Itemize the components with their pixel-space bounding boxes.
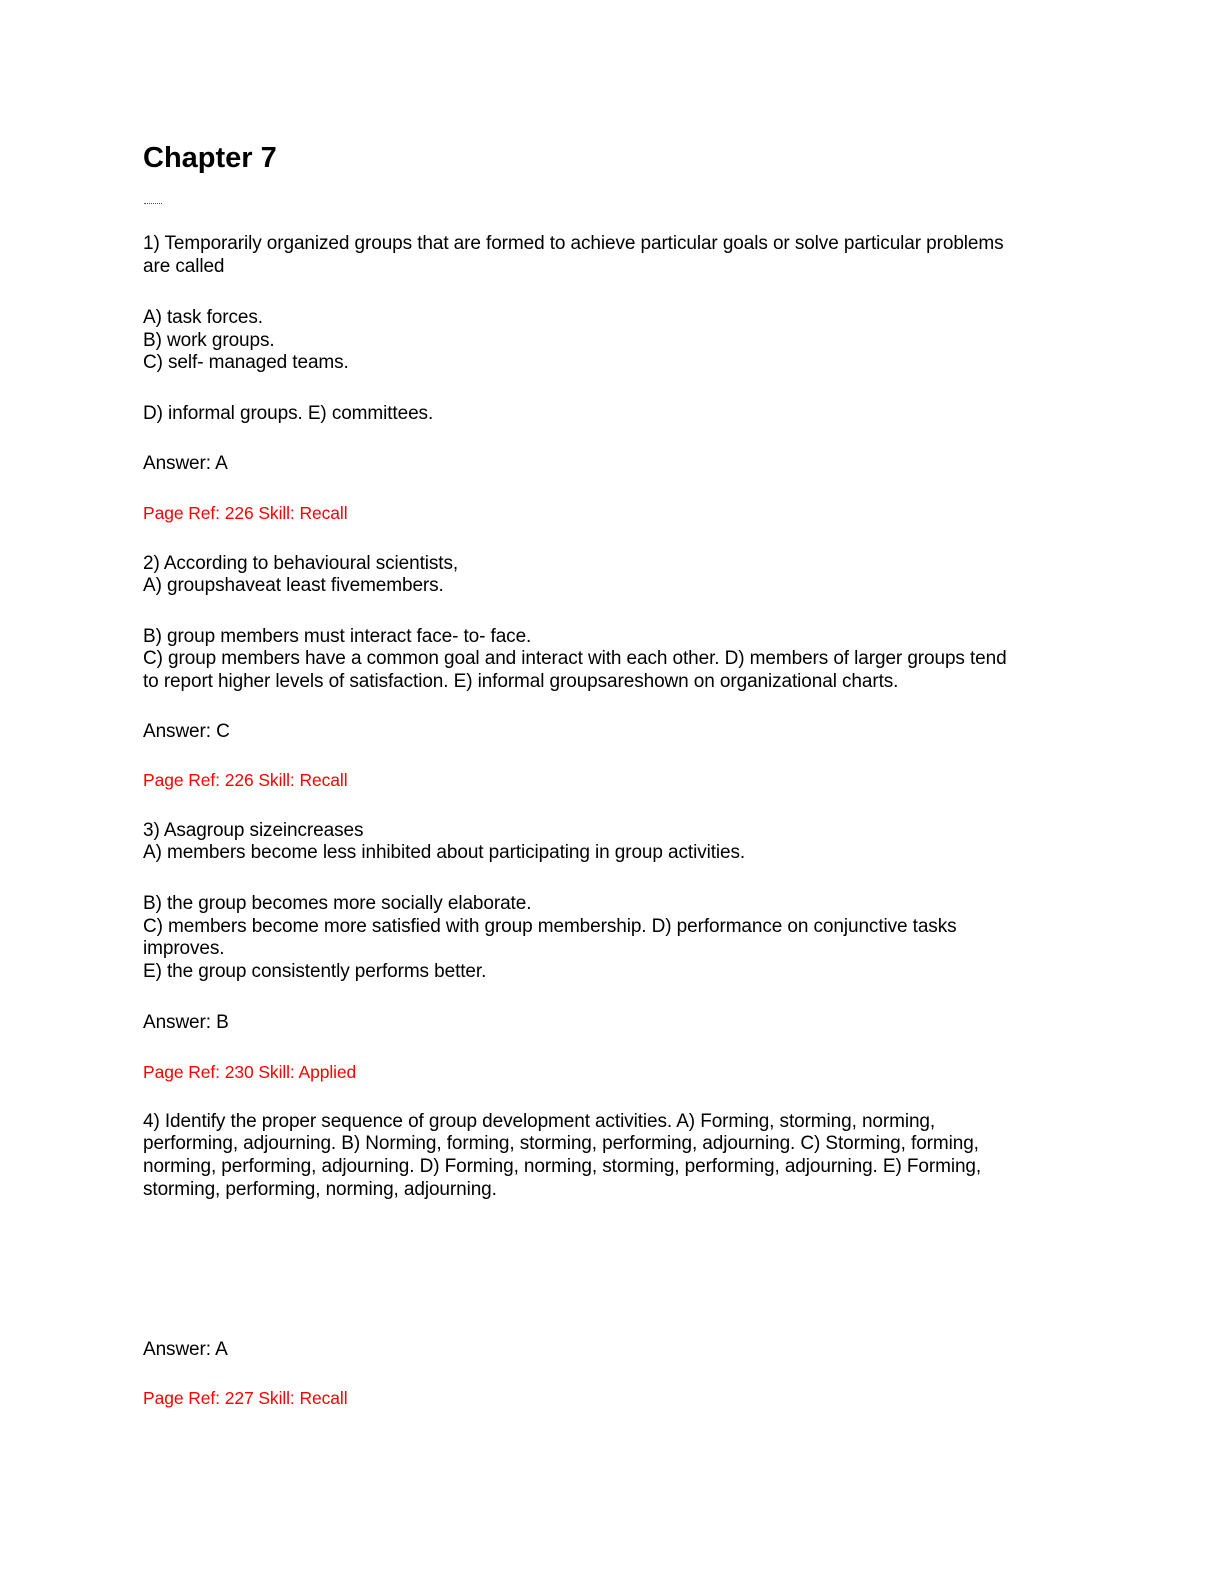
question-text: 2) According to behavioural scientists,: [143, 553, 459, 574]
answer: Answer: C: [143, 721, 230, 742]
option: C) members become more satisfied with group membership. D) performance on conjunctive tasks: [143, 916, 957, 937]
page-ref: Page Ref: 226 Skill: Recall: [143, 770, 348, 790]
option: B) work groups.: [143, 330, 275, 351]
option: C) self- managed teams.: [143, 352, 349, 373]
question-text: are called: [143, 256, 225, 277]
question-text: 3) Asagroup sizeincreases: [143, 820, 364, 841]
option: D) informal groups. E) committees.: [143, 403, 434, 424]
page-ref: Page Ref: 230 Skill: Applied: [143, 1062, 357, 1082]
question-text: 4) Identify the proper sequence of group development activities. A) Forming, storming, norming,: [143, 1111, 936, 1132]
page-ref: Page Ref: 227 Skill: Recall: [143, 1388, 348, 1408]
answer: Answer: B: [143, 1012, 229, 1033]
question-text: norming, performing, adjourning. D) Forming, norming, storming, performing, adjourning. E) Forming,: [143, 1156, 982, 1177]
option: improves.: [143, 938, 225, 959]
answer: Answer: A: [143, 1339, 228, 1360]
page-ref: Page Ref: 226 Skill: Recall: [143, 503, 348, 523]
option: B) group members must interact face- to- face.: [143, 626, 532, 647]
option: A) groupshaveat least fivemembers.: [143, 575, 444, 596]
question-text: performing, adjourning. B) Norming, forming, storming, performing, adjourning. C) Storming, forming,: [143, 1133, 979, 1154]
option: C) group members have a common goal and interact with each other. D) members of larger groups tend: [143, 648, 1007, 669]
question-text: storming, performing, norming, adjourning.: [143, 1179, 497, 1200]
answer: Answer: A: [143, 453, 228, 474]
option: A) task forces.: [143, 307, 263, 328]
option: E) the group consistently performs better.: [143, 961, 487, 982]
option: A) members become less inhibited about participating in group activities.: [143, 842, 746, 863]
chapter-title: Chapter 7: [143, 142, 277, 174]
separator-mark: [144, 203, 162, 204]
question-text: 1) Temporarily organized groups that are formed to achieve particular goals or solve particular problems: [143, 233, 1004, 254]
option: to report higher levels of satisfaction. E) informal groupsareshown on organizational charts.: [143, 671, 899, 692]
option: B) the group becomes more socially elaborate.: [143, 893, 532, 914]
